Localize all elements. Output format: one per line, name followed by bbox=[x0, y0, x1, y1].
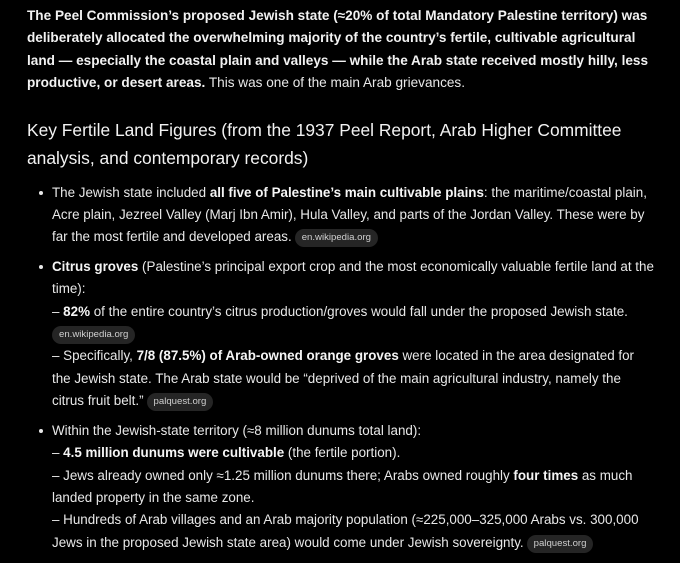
section-heading: Key Fertile Land Figures (from the 1937 Peel Report, Arab Higher Committee analysis, and contemporary records) bbox=[27, 119, 622, 168]
intro-paragraph bbox=[27, 5, 654, 95]
territory-intro-line: Within the Jewish-state territory (≈8 million dunums total land): bbox=[52, 422, 422, 438]
citrus-intro-line bbox=[52, 256, 654, 301]
citrus-sub1-bold: 82% bbox=[63, 303, 90, 319]
territory-sub1-dash: – bbox=[52, 445, 64, 461]
source-chip-wikipedia-2[interactable]: en.wikipedia.org bbox=[52, 326, 135, 344]
fact-list bbox=[27, 182, 654, 555]
citrus-sub1-dash: – bbox=[52, 303, 64, 319]
citrus-sub-item-1 bbox=[52, 301, 654, 346]
territory-sub-item-2 bbox=[52, 465, 654, 510]
citrus-sub2-text: were located in the area designated for the Jewish state. The Arab state would be “deprived of the main agricultural industry, namely the citrus fruit belt.” bbox=[52, 348, 634, 409]
territory-sub1-bold: 4.5 million dunums were cultivable bbox=[63, 445, 285, 461]
citrus-sub-item-2 bbox=[52, 345, 654, 412]
intro-bold-text: The Peel Commission’s proposed Jewish state (≈20% of total Mandatory Palestine territory) was deliberately allocated the overwhelming majority of the country’s fertile, cultivable agricultural land — especially the coastal plain and valleys — while the Arab state received mostly hilly, less productive, or desert areas. bbox=[27, 8, 649, 91]
list-item-plains bbox=[52, 182, 654, 249]
territory-sub2-pre: – Jews already owned only ≈1.25 million dunums there; Arabs owned roughly bbox=[52, 467, 514, 483]
citrus-sub2-bold: 7/8 (87.5%) of Arab-owned orange groves bbox=[136, 348, 399, 364]
citrus-sub2-pre: – Specifically, bbox=[52, 348, 137, 364]
list-item-territory bbox=[52, 420, 654, 554]
territory-sub2-text: as much landed property in the same zone. bbox=[52, 467, 633, 505]
citrus-bold: Citrus groves bbox=[52, 258, 139, 274]
territory-sub-item-1 bbox=[52, 442, 654, 464]
territory-sub1-text: (the fertile portion). bbox=[284, 445, 401, 461]
source-chip-palquest-2[interactable]: palquest.org bbox=[527, 535, 594, 553]
citrus-sub1-text: of the entire country’s citrus production/groves would fall under the proposed Jewish state. bbox=[89, 303, 628, 319]
territory-sub3-text: – Hundreds of Arab villages and an Arab majority population (≈225,000–325,000 Arabs vs. 300,000 Jews in the proposed Jewish state area) would come under Jewish sovereignty. bbox=[52, 512, 639, 550]
plains-text-bold: all five of Palestine’s main cultivable plains bbox=[209, 184, 484, 200]
citrus-text: (Palestine’s principal export crop and the most economically valuable fertile land at the time): bbox=[52, 258, 654, 297]
territory-sub-item-3 bbox=[52, 509, 654, 554]
source-chip-palquest[interactable]: palquest.org bbox=[147, 393, 214, 411]
source-chip-wikipedia[interactable]: en.wikipedia.org bbox=[295, 229, 378, 247]
territory-sub2-bold: four times bbox=[513, 467, 579, 483]
plains-text-pre: The Jewish state included bbox=[52, 184, 210, 200]
plains-text-post: : the maritime/coastal plain, Acre plain, Jezreel Valley (Marj Ibn Amir), Hula Valley, and parts of the Jordan Valley. These were by far the most fertile and developed areas. bbox=[52, 184, 647, 245]
list-item-citrus bbox=[52, 256, 654, 413]
intro-plain-text: This was one of the main Arab grievances. bbox=[205, 75, 465, 91]
